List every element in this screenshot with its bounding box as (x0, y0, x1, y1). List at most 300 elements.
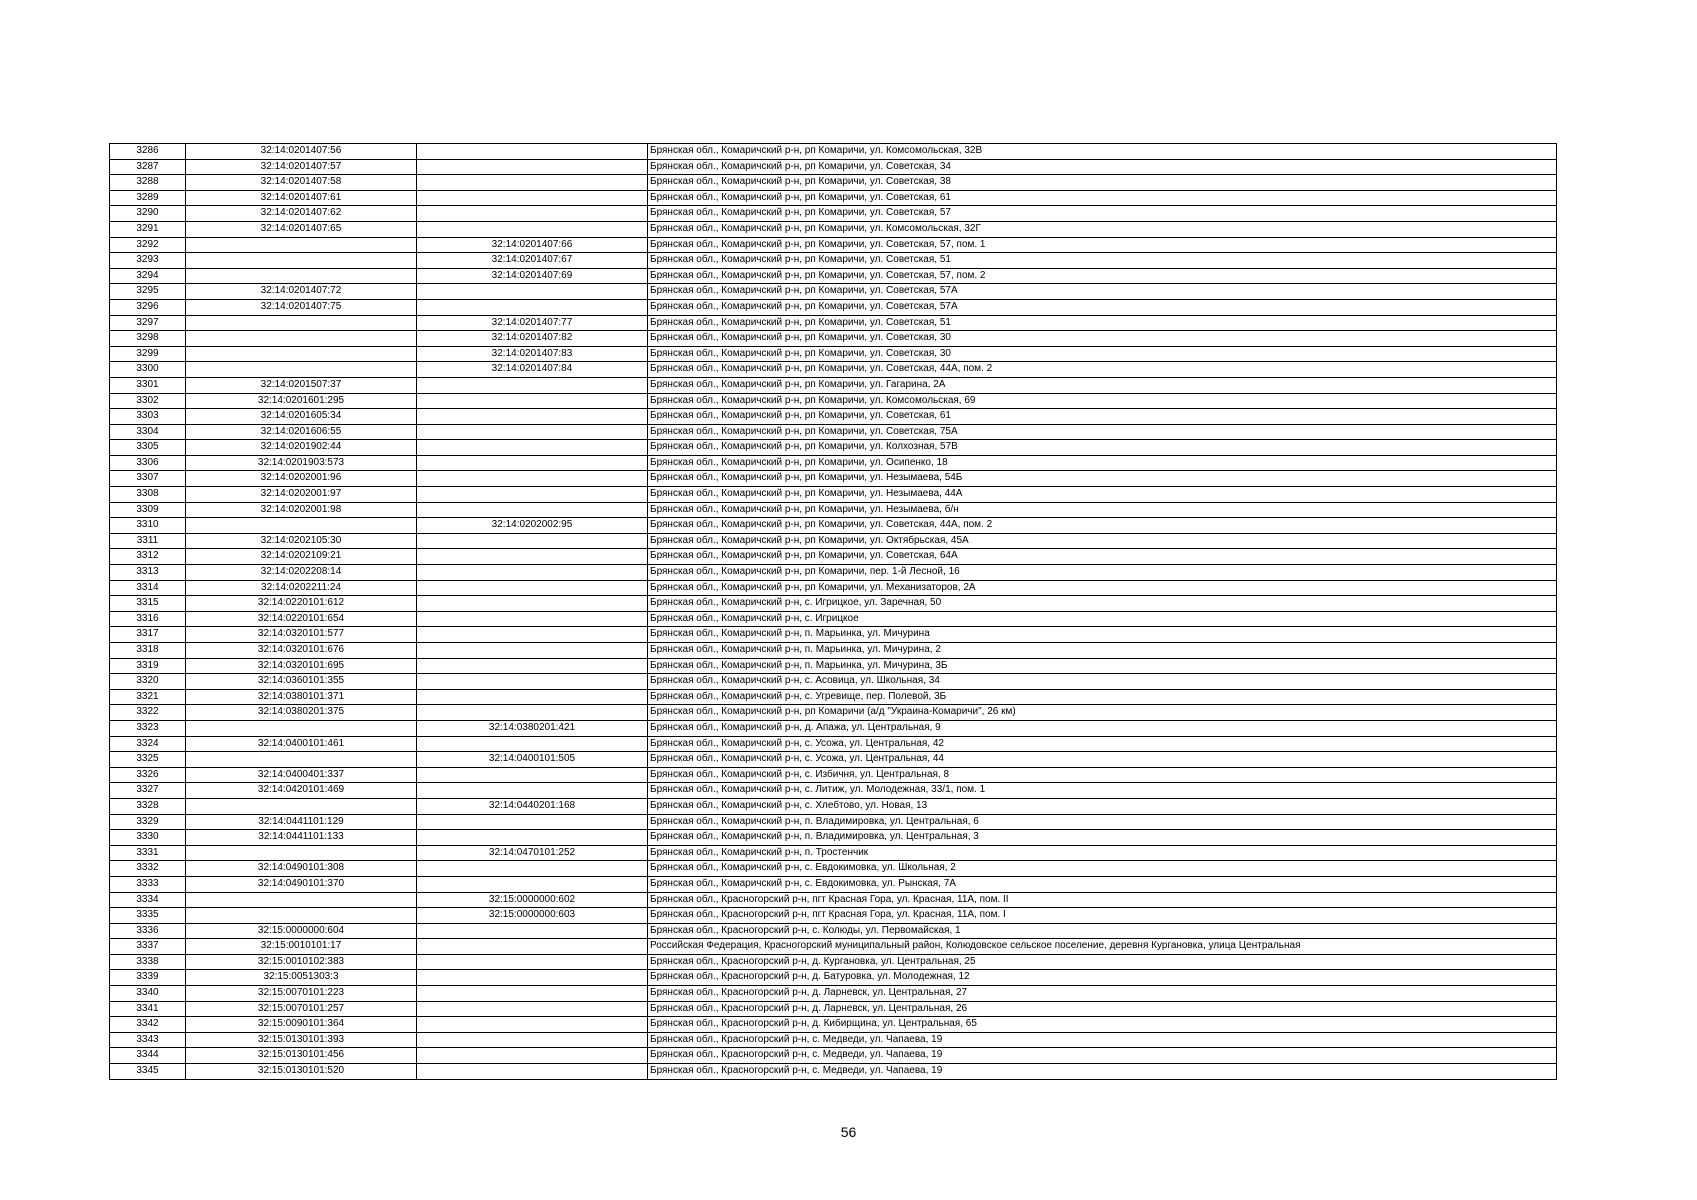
building-cadastral-number-cell (417, 175, 648, 191)
table-row (110, 861, 1557, 877)
building-cadastral-number-cell (417, 144, 648, 160)
address-cell: Брянская обл., Красногорский р-н, с. Колюды, ул. Первомайская, 1 (648, 923, 1557, 939)
land-cadastral-number-cell: 32:14:0320101:577 (186, 627, 417, 643)
table-row (110, 908, 1557, 924)
land-cadastral-number-cell: 32:15:0070101:257 (186, 1001, 417, 1017)
address-cell: Брянская обл., Комаричский р-н, рп Комаричи, ул. Незымаева, 54Б (648, 471, 1557, 487)
building-cadastral-number-cell: 32:14:0470101:252 (417, 845, 648, 861)
building-cadastral-number-cell: 32:14:0201407:69 (417, 268, 648, 284)
row-number-cell: 3321 (110, 689, 186, 705)
address-cell: Брянская обл., Комаричский р-н, рп Комаричи, ул. Комсомольская, 69 (648, 393, 1557, 409)
row-number-cell: 3315 (110, 596, 186, 612)
land-cadastral-number-cell (186, 346, 417, 362)
row-number-cell: 3329 (110, 814, 186, 830)
address-cell: Брянская обл., Комаричский р-н, п. Марьинка, ул. Мичурина, 3Б (648, 658, 1557, 674)
building-cadastral-number-cell (417, 674, 648, 690)
land-cadastral-number-cell (186, 253, 417, 269)
building-cadastral-number-cell: 32:14:0201407:84 (417, 362, 648, 378)
building-cadastral-number-cell (417, 1017, 648, 1033)
land-cadastral-number-cell: 32:14:0201606:55 (186, 424, 417, 440)
building-cadastral-number-cell (417, 221, 648, 237)
land-cadastral-number-cell: 32:14:0380201:375 (186, 705, 417, 721)
address-cell: Брянская обл., Комаричский р-н, рп Комаричи, ул. Советская, 34 (648, 159, 1557, 175)
address-cell: Брянская обл., Комаричский р-н, рп Комаричи, ул. Советская, 51 (648, 315, 1557, 331)
land-cadastral-number-cell (186, 845, 417, 861)
address-cell: Брянская обл., Комаричский р-н, с. Асовица, ул. Школьная, 34 (648, 674, 1557, 690)
address-cell: Брянская обл., Комаричский р-н, рп Комаричи, ул. Советская, 57А (648, 299, 1557, 315)
building-cadastral-number-cell (417, 284, 648, 300)
table-row (110, 268, 1557, 284)
land-cadastral-number-cell: 32:14:0202109:21 (186, 549, 417, 565)
row-number-cell: 3338 (110, 954, 186, 970)
building-cadastral-number-cell (417, 736, 648, 752)
land-cadastral-number-cell (186, 518, 417, 534)
row-number-cell: 3331 (110, 845, 186, 861)
address-cell: Брянская обл., Красногорский р-н, пгт Красная Гора, ул. Красная, 11А, пом. I (648, 908, 1557, 924)
row-number-cell: 3323 (110, 720, 186, 736)
address-cell: Брянская обл., Комаричский р-н, рп Комаричи, ул. Советская, 57, пом. 1 (648, 237, 1557, 253)
table-row (110, 627, 1557, 643)
table-row (110, 1064, 1557, 1080)
land-cadastral-number-cell (186, 720, 417, 736)
row-number-cell: 3291 (110, 221, 186, 237)
address-cell: Брянская обл., Комаричский р-н, с. Евдокимовка, ул. Рынская, 7А (648, 876, 1557, 892)
land-cadastral-number-cell: 32:14:0202001:96 (186, 471, 417, 487)
building-cadastral-number-cell (417, 643, 648, 659)
row-number-cell: 3326 (110, 767, 186, 783)
address-cell: Брянская обл., Комаричский р-н, рп Комаричи (а/д "Украина-Комаричи", 26 км) (648, 705, 1557, 721)
registry-table-body (110, 144, 1557, 1080)
row-number-cell: 3314 (110, 580, 186, 596)
building-cadastral-number-cell (417, 830, 648, 846)
address-cell: Российская Федерация, Красногорский муниципальный район, Колюдовское сельское поселение, деревня Кургановка, улица Центральная (648, 939, 1557, 955)
row-number-cell: 3328 (110, 798, 186, 814)
row-number-cell: 3310 (110, 518, 186, 534)
building-cadastral-number-cell (417, 1032, 648, 1048)
row-number-cell: 3334 (110, 892, 186, 908)
building-cadastral-number-cell (417, 970, 648, 986)
table-row (110, 923, 1557, 939)
table-row (110, 393, 1557, 409)
table-row (110, 253, 1557, 269)
land-cadastral-number-cell: 32:14:0201407:56 (186, 144, 417, 160)
land-cadastral-number-cell: 32:14:0202001:98 (186, 502, 417, 518)
row-number-cell: 3298 (110, 331, 186, 347)
row-number-cell: 3322 (110, 705, 186, 721)
land-cadastral-number-cell: 32:14:0201407:61 (186, 190, 417, 206)
building-cadastral-number-cell (417, 299, 648, 315)
land-cadastral-number-cell: 32:15:0051303:3 (186, 970, 417, 986)
land-cadastral-number-cell: 32:14:0360101:355 (186, 674, 417, 690)
land-cadastral-number-cell: 32:15:0130101:456 (186, 1048, 417, 1064)
row-number-cell: 3341 (110, 1001, 186, 1017)
address-cell: Брянская обл., Красногорский р-н, д. Ларневск, ул. Центральная, 27 (648, 986, 1557, 1002)
row-number-cell: 3319 (110, 658, 186, 674)
building-cadastral-number-cell (417, 409, 648, 425)
address-cell: Брянская обл., Комаричский р-н, рп Комаричи, ул. Советская, 44А, пом. 2 (648, 518, 1557, 534)
land-cadastral-number-cell: 32:14:0201903:573 (186, 455, 417, 471)
address-cell: Брянская обл., Комаричский р-н, с. Угревище, пер. Полевой, 3Б (648, 689, 1557, 705)
table-row (110, 455, 1557, 471)
row-number-cell: 3292 (110, 237, 186, 253)
row-number-cell: 3339 (110, 970, 186, 986)
building-cadastral-number-cell (417, 939, 648, 955)
land-cadastral-number-cell: 32:15:0130101:520 (186, 1064, 417, 1080)
table-row (110, 144, 1557, 160)
building-cadastral-number-cell (417, 923, 648, 939)
building-cadastral-number-cell (417, 393, 648, 409)
row-number-cell: 3294 (110, 268, 186, 284)
table-row (110, 362, 1557, 378)
address-cell: Брянская обл., Красногорский р-н, пгт Красная Гора, ул. Красная, 11А, пом. II (648, 892, 1557, 908)
row-number-cell: 3289 (110, 190, 186, 206)
row-number-cell: 3307 (110, 471, 186, 487)
land-cadastral-number-cell: 32:14:0202001:97 (186, 487, 417, 503)
building-cadastral-number-cell (417, 783, 648, 799)
row-number-cell: 3286 (110, 144, 186, 160)
table-row (110, 1032, 1557, 1048)
table-row (110, 596, 1557, 612)
building-cadastral-number-cell (417, 954, 648, 970)
land-cadastral-number-cell: 32:14:0201407:75 (186, 299, 417, 315)
building-cadastral-number-cell (417, 440, 648, 456)
address-cell: Брянская обл., Комаричский р-н, рп Комаричи, пер. 1-й Лесной, 16 (648, 565, 1557, 581)
land-cadastral-number-cell: 32:14:0202211:24 (186, 580, 417, 596)
table-row (110, 409, 1557, 425)
building-cadastral-number-cell (417, 190, 648, 206)
address-cell: Брянская обл., Комаричский р-н, рп Комаричи, ул. Незымаева, б/н (648, 502, 1557, 518)
building-cadastral-number-cell (417, 627, 648, 643)
table-row (110, 221, 1557, 237)
building-cadastral-number-cell (417, 814, 648, 830)
building-cadastral-number-cell (417, 471, 648, 487)
address-cell: Брянская обл., Комаричский р-н, п. Владимировка, ул. Центральная, 6 (648, 814, 1557, 830)
table-row (110, 783, 1557, 799)
table-row (110, 533, 1557, 549)
row-number-cell: 3305 (110, 440, 186, 456)
table-row (110, 986, 1557, 1002)
address-cell: Брянская обл., Комаричский р-н, рп Комаричи, ул. Советская, 44А, пом. 2 (648, 362, 1557, 378)
table-row (110, 970, 1557, 986)
row-number-cell: 3295 (110, 284, 186, 300)
address-cell: Брянская обл., Комаричский р-н, рп Комаричи, ул. Комсомольская, 32В (648, 144, 1557, 160)
address-cell: Брянская обл., Красногорский р-н, д. Батуровка, ул. Молодежная, 12 (648, 970, 1557, 986)
table-row (110, 705, 1557, 721)
table-row (110, 549, 1557, 565)
table-row (110, 752, 1557, 768)
address-cell: Брянская обл., Комаричский р-н, рп Комаричи, ул. Советская, 30 (648, 331, 1557, 347)
land-cadastral-number-cell: 32:14:0400101:461 (186, 736, 417, 752)
table-row (110, 1017, 1557, 1033)
table-row (110, 1001, 1557, 1017)
land-cadastral-number-cell: 32:14:0380101:371 (186, 689, 417, 705)
building-cadastral-number-cell (417, 502, 648, 518)
land-cadastral-number-cell (186, 798, 417, 814)
table-row (110, 954, 1557, 970)
address-cell: Брянская обл., Комаричский р-н, п. Владимировка, ул. Центральная, 3 (648, 830, 1557, 846)
address-cell: Брянская обл., Комаричский р-н, д. Апажа, ул. Центральная, 9 (648, 720, 1557, 736)
address-cell: Брянская обл., Комаричский р-н, рп Комаричи, ул. Советская, 75А (648, 424, 1557, 440)
land-cadastral-number-cell: 32:14:0201407:65 (186, 221, 417, 237)
land-cadastral-number-cell: 32:14:0220101:612 (186, 596, 417, 612)
land-cadastral-number-cell: 32:15:0000000:604 (186, 923, 417, 939)
address-cell: Брянская обл., Комаричский р-н, рп Комаричи, ул. Октябрьская, 45А (648, 533, 1557, 549)
land-cadastral-number-cell (186, 752, 417, 768)
table-row (110, 190, 1557, 206)
address-cell: Брянская обл., Комаричский р-н, рп Комаричи, ул. Советская, 57, пом. 2 (648, 268, 1557, 284)
table-row (110, 798, 1557, 814)
table-row (110, 315, 1557, 331)
registry-table (109, 143, 1557, 1080)
land-cadastral-number-cell (186, 331, 417, 347)
row-number-cell: 3325 (110, 752, 186, 768)
building-cadastral-number-cell: 32:14:0201407:83 (417, 346, 648, 362)
building-cadastral-number-cell (417, 424, 648, 440)
table-row (110, 892, 1557, 908)
row-number-cell: 3302 (110, 393, 186, 409)
land-cadastral-number-cell (186, 892, 417, 908)
building-cadastral-number-cell (417, 689, 648, 705)
table-row (110, 471, 1557, 487)
table-row (110, 1048, 1557, 1064)
building-cadastral-number-cell (417, 1048, 648, 1064)
table-row (110, 440, 1557, 456)
row-number-cell: 3301 (110, 377, 186, 393)
row-number-cell: 3327 (110, 783, 186, 799)
building-cadastral-number-cell (417, 1001, 648, 1017)
address-cell: Брянская обл., Комаричский р-н, рп Комаричи, ул. Осипенко, 18 (648, 455, 1557, 471)
row-number-cell: 3297 (110, 315, 186, 331)
row-number-cell: 3320 (110, 674, 186, 690)
row-number-cell: 3290 (110, 206, 186, 222)
address-cell: Брянская обл., Комаричский р-н, с. Литиж, ул. Молодежная, 33/1, пом. 1 (648, 783, 1557, 799)
building-cadastral-number-cell (417, 159, 648, 175)
land-cadastral-number-cell (186, 362, 417, 378)
address-cell: Брянская обл., Комаричский р-н, с. Усожа, ул. Центральная, 44 (648, 752, 1557, 768)
table-row (110, 206, 1557, 222)
land-cadastral-number-cell: 32:14:0441101:133 (186, 830, 417, 846)
row-number-cell: 3335 (110, 908, 186, 924)
address-cell: Брянская обл., Красногорский р-н, д. Кибирщина, ул. Центральная, 65 (648, 1017, 1557, 1033)
address-cell: Брянская обл., Комаричский р-н, с. Усожа, ул. Центральная, 42 (648, 736, 1557, 752)
building-cadastral-number-cell (417, 487, 648, 503)
building-cadastral-number-cell: 32:14:0201407:66 (417, 237, 648, 253)
building-cadastral-number-cell (417, 767, 648, 783)
table-row (110, 565, 1557, 581)
building-cadastral-number-cell (417, 876, 648, 892)
row-number-cell: 3337 (110, 939, 186, 955)
land-cadastral-number-cell: 32:14:0201407:57 (186, 159, 417, 175)
row-number-cell: 3330 (110, 830, 186, 846)
building-cadastral-number-cell (417, 1064, 648, 1080)
land-cadastral-number-cell: 32:14:0220101:654 (186, 611, 417, 627)
building-cadastral-number-cell: 32:14:0440201:168 (417, 798, 648, 814)
row-number-cell: 3313 (110, 565, 186, 581)
land-cadastral-number-cell: 32:14:0320101:695 (186, 658, 417, 674)
row-number-cell: 3288 (110, 175, 186, 191)
table-row (110, 331, 1557, 347)
table-row (110, 720, 1557, 736)
building-cadastral-number-cell (417, 611, 648, 627)
address-cell: Брянская обл., Комаричский р-н, рп Комаричи, ул. Советская, 57 (648, 206, 1557, 222)
address-cell: Брянская обл., Комаричский р-н, с. Избичня, ул. Центральная, 8 (648, 767, 1557, 783)
address-cell: Брянская обл., Комаричский р-н, рп Комаричи, ул. Колхозная, 57В (648, 440, 1557, 456)
address-cell: Брянская обл., Комаричский р-н, рп Комаричи, ул. Советская, 61 (648, 190, 1557, 206)
table-row (110, 299, 1557, 315)
table-row (110, 830, 1557, 846)
building-cadastral-number-cell (417, 377, 648, 393)
building-cadastral-number-cell (417, 705, 648, 721)
building-cadastral-number-cell: 32:14:0201407:77 (417, 315, 648, 331)
address-cell: Брянская обл., Комаричский р-н, п. Тростенчик (648, 845, 1557, 861)
page-number: 56 (840, 1124, 857, 1140)
row-number-cell: 3318 (110, 643, 186, 659)
building-cadastral-number-cell (417, 455, 648, 471)
address-cell: Брянская обл., Комаричский р-н, с. Игрицкое, ул. Заречная, 50 (648, 596, 1557, 612)
table-row (110, 284, 1557, 300)
building-cadastral-number-cell (417, 596, 648, 612)
address-cell: Брянская обл., Комаричский р-н, с. Хлебтово, ул. Новая, 13 (648, 798, 1557, 814)
land-cadastral-number-cell: 32:14:0201902:44 (186, 440, 417, 456)
table-row (110, 487, 1557, 503)
table-row (110, 814, 1557, 830)
address-cell: Брянская обл., Красногорский р-н, с. Медведи, ул. Чапаева, 19 (648, 1032, 1557, 1048)
address-cell: Брянская обл., Комаричский р-н, рп Комаричи, ул. Гагарина, 2А (648, 377, 1557, 393)
row-number-cell: 3308 (110, 487, 186, 503)
address-cell: Брянская обл., Комаричский р-н, с. Евдокимовка, ул. Школьная, 2 (648, 861, 1557, 877)
building-cadastral-number-cell: 32:14:0400101:505 (417, 752, 648, 768)
table-row (110, 845, 1557, 861)
building-cadastral-number-cell: 32:14:0201407:82 (417, 331, 648, 347)
table-row (110, 237, 1557, 253)
table-row (110, 689, 1557, 705)
building-cadastral-number-cell (417, 861, 648, 877)
address-cell: Брянская обл., Красногорский р-н, д. Кургановка, ул. Центральная, 25 (648, 954, 1557, 970)
land-cadastral-number-cell (186, 268, 417, 284)
row-number-cell: 3299 (110, 346, 186, 362)
table-row (110, 346, 1557, 362)
row-number-cell: 3340 (110, 986, 186, 1002)
building-cadastral-number-cell (417, 206, 648, 222)
building-cadastral-number-cell (417, 986, 648, 1002)
land-cadastral-number-cell (186, 908, 417, 924)
row-number-cell: 3316 (110, 611, 186, 627)
row-number-cell: 3306 (110, 455, 186, 471)
land-cadastral-number-cell: 32:14:0400401:337 (186, 767, 417, 783)
building-cadastral-number-cell (417, 658, 648, 674)
land-cadastral-number-cell: 32:15:0130101:393 (186, 1032, 417, 1048)
row-number-cell: 3312 (110, 549, 186, 565)
table-row (110, 377, 1557, 393)
address-cell: Брянская обл., Комаричский р-н, рп Комаричи, ул. Советская, 61 (648, 409, 1557, 425)
row-number-cell: 3287 (110, 159, 186, 175)
row-number-cell: 3317 (110, 627, 186, 643)
address-cell: Брянская обл., Комаричский р-н, рп Комаричи, ул. Советская, 64А (648, 549, 1557, 565)
row-number-cell: 3345 (110, 1064, 186, 1080)
address-cell: Брянская обл., Красногорский р-н, с. Медведи, ул. Чапаева, 19 (648, 1064, 1557, 1080)
row-number-cell: 3311 (110, 533, 186, 549)
row-number-cell: 3344 (110, 1048, 186, 1064)
land-cadastral-number-cell: 32:14:0201407:72 (186, 284, 417, 300)
land-cadastral-number-cell: 32:14:0201605:34 (186, 409, 417, 425)
row-number-cell: 3309 (110, 502, 186, 518)
building-cadastral-number-cell: 32:15:0000000:603 (417, 908, 648, 924)
building-cadastral-number-cell: 32:14:0380201:421 (417, 720, 648, 736)
address-cell: Брянская обл., Комаричский р-н, рп Комаричи, ул. Советская, 51 (648, 253, 1557, 269)
building-cadastral-number-cell (417, 533, 648, 549)
address-cell: Брянская обл., Комаричский р-н, рп Комаричи, ул. Советская, 30 (648, 346, 1557, 362)
table-row (110, 518, 1557, 534)
row-number-cell: 3303 (110, 409, 186, 425)
land-cadastral-number-cell: 32:14:0201507:37 (186, 377, 417, 393)
address-cell: Брянская обл., Комаричский р-н, рп Комаричи, ул. Механизаторов, 2А (648, 580, 1557, 596)
table-row (110, 175, 1557, 191)
land-cadastral-number-cell: 32:15:0090101:364 (186, 1017, 417, 1033)
land-cadastral-number-cell (186, 315, 417, 331)
row-number-cell: 3336 (110, 923, 186, 939)
land-cadastral-number-cell: 32:14:0201407:58 (186, 175, 417, 191)
address-cell: Брянская обл., Комаричский р-н, рп Комаричи, ул. Комсомольская, 32Г (648, 221, 1557, 237)
land-cadastral-number-cell: 32:14:0201601:295 (186, 393, 417, 409)
row-number-cell: 3343 (110, 1032, 186, 1048)
building-cadastral-number-cell (417, 565, 648, 581)
table-row (110, 939, 1557, 955)
row-number-cell: 3342 (110, 1017, 186, 1033)
land-cadastral-number-cell: 32:14:0202208:14 (186, 565, 417, 581)
address-cell: Брянская обл., Комаричский р-н, рп Комаричи, ул. Советская, 57А (648, 284, 1557, 300)
table-row (110, 580, 1557, 596)
table-row (110, 658, 1557, 674)
address-cell: Брянская обл., Красногорский р-н, с. Медведи, ул. Чапаева, 19 (648, 1048, 1557, 1064)
table-row (110, 674, 1557, 690)
land-cadastral-number-cell: 32:14:0441101:129 (186, 814, 417, 830)
table-row (110, 611, 1557, 627)
land-cadastral-number-cell: 32:14:0320101:676 (186, 643, 417, 659)
land-cadastral-number-cell: 32:14:0490101:370 (186, 876, 417, 892)
building-cadastral-number-cell: 32:14:0201407:67 (417, 253, 648, 269)
table-row (110, 643, 1557, 659)
land-cadastral-number-cell: 32:15:0010102:383 (186, 954, 417, 970)
address-cell: Брянская обл., Комаричский р-н, с. Игрицкое (648, 611, 1557, 627)
row-number-cell: 3332 (110, 861, 186, 877)
address-cell: Брянская обл., Комаричский р-н, п. Марьинка, ул. Мичурина (648, 627, 1557, 643)
row-number-cell: 3304 (110, 424, 186, 440)
land-cadastral-number-cell: 32:15:0070101:223 (186, 986, 417, 1002)
land-cadastral-number-cell: 32:14:0201407:62 (186, 206, 417, 222)
land-cadastral-number-cell: 32:14:0202105:30 (186, 533, 417, 549)
row-number-cell: 3296 (110, 299, 186, 315)
table-row (110, 876, 1557, 892)
building-cadastral-number-cell: 32:14:0202002:95 (417, 518, 648, 534)
building-cadastral-number-cell (417, 549, 648, 565)
table-row (110, 502, 1557, 518)
land-cadastral-number-cell: 32:15:0010101:17 (186, 939, 417, 955)
row-number-cell: 3333 (110, 876, 186, 892)
building-cadastral-number-cell: 32:15:0000000:602 (417, 892, 648, 908)
building-cadastral-number-cell (417, 580, 648, 596)
address-cell: Брянская обл., Комаричский р-н, п. Марьинка, ул. Мичурина, 2 (648, 643, 1557, 659)
table-row (110, 767, 1557, 783)
address-cell: Брянская обл., Комаричский р-н, рп Комаричи, ул. Незымаева, 44А (648, 487, 1557, 503)
land-cadastral-number-cell: 32:14:0490101:308 (186, 861, 417, 877)
address-cell: Брянская обл., Комаричский р-н, рп Комаричи, ул. Советская, 38 (648, 175, 1557, 191)
land-cadastral-number-cell: 32:14:0420101:469 (186, 783, 417, 799)
land-cadastral-number-cell (186, 237, 417, 253)
table-row (110, 424, 1557, 440)
row-number-cell: 3300 (110, 362, 186, 378)
row-number-cell: 3324 (110, 736, 186, 752)
table-row (110, 736, 1557, 752)
